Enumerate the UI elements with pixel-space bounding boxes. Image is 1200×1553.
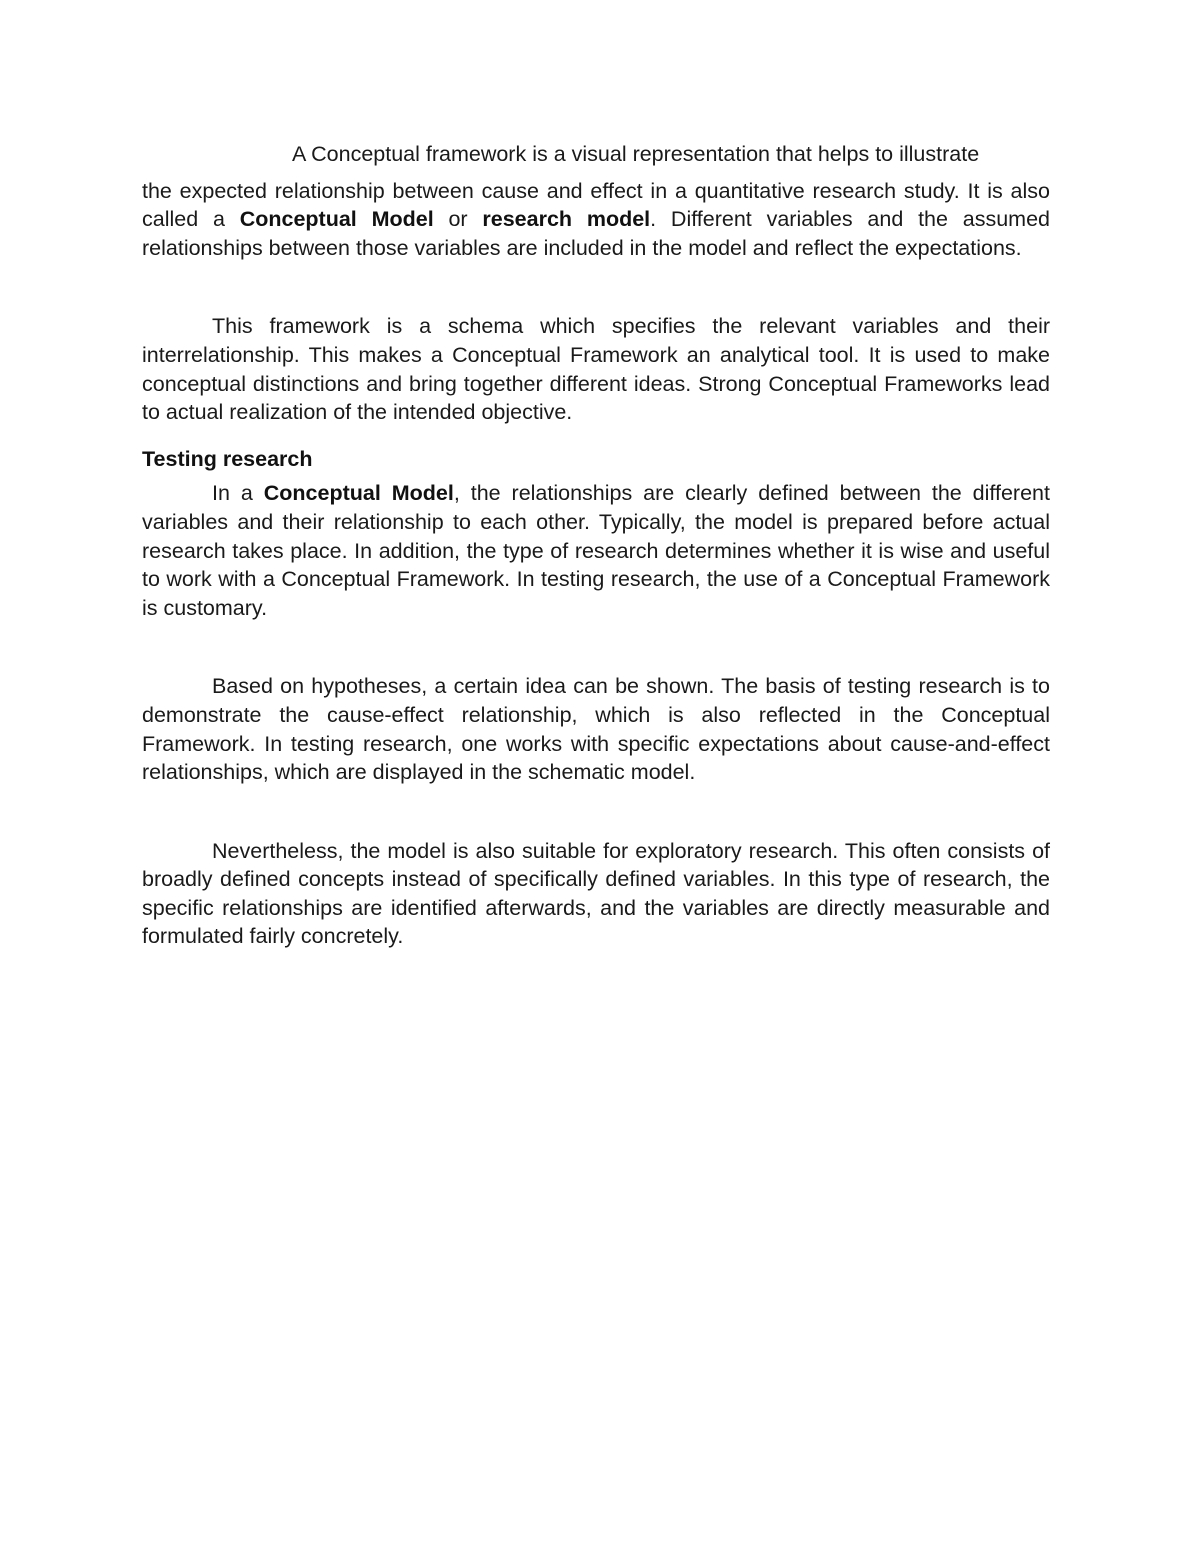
bold-term-conceptual-model: Conceptual Model [263, 481, 454, 506]
paragraph-schema: This framework is a schema which specifies the relevant variables and their interrelationship. This makes a Conceptual Framework an analytical tool. It is used to make conceptual distinctions and bring together different ideas. Strong Conceptual Frameworks lead to actual realization of the intended objective. [142, 314, 1050, 425]
paragraph-text: or [433, 207, 483, 232]
paragraph-text: the expected relationship between cause and effect in a quantitative research study. It is also called a [142, 178, 1050, 232]
paragraph-text: In a [212, 481, 264, 506]
document-body [142, 140, 1050, 951]
paragraph-hypotheses: Based on hypotheses, a certain idea can be shown. The basis of testing research is to demonstrate the cause-effect relationship, which is also reflected in the Conceptual Framework. In testing research, one works with specific expectations about cause-and-effect relationships, which are displayed in the schematic model. [142, 674, 1050, 785]
bold-term-research-model: research model [482, 207, 651, 232]
paragraph-conceptual-model [142, 479, 1050, 622]
section-heading: Testing research [142, 446, 313, 471]
bold-term-conceptual-model: Conceptual Model [239, 207, 434, 232]
paragraph-exploratory: Nevertheless, the model is also suitable for exploratory research. This often consists of broadly defined concepts instead of specifically defined variables. In this type of research, the specific relationships are identified afterwards, and the variables are directly measurable and formulated fairly concretely. [142, 838, 1050, 949]
intro-line: A Conceptual framework is a visual representation that helps to illustrate [292, 142, 980, 166]
paragraph-text: . Different variables and the assumed relationships between those variables are included in the model and reflect the expectations. [142, 207, 1050, 260]
paragraph-text: , the relationships are clearly defined between the different variables and their relationship to each other. Typically, the model is prepared before actual research takes place. In addition, the type of research determines whether it is wise and useful to work with a Conceptual Framework. In testing research, the use of a Conceptual Framework is customary. [142, 481, 1050, 620]
paragraph-definition [142, 177, 1050, 263]
